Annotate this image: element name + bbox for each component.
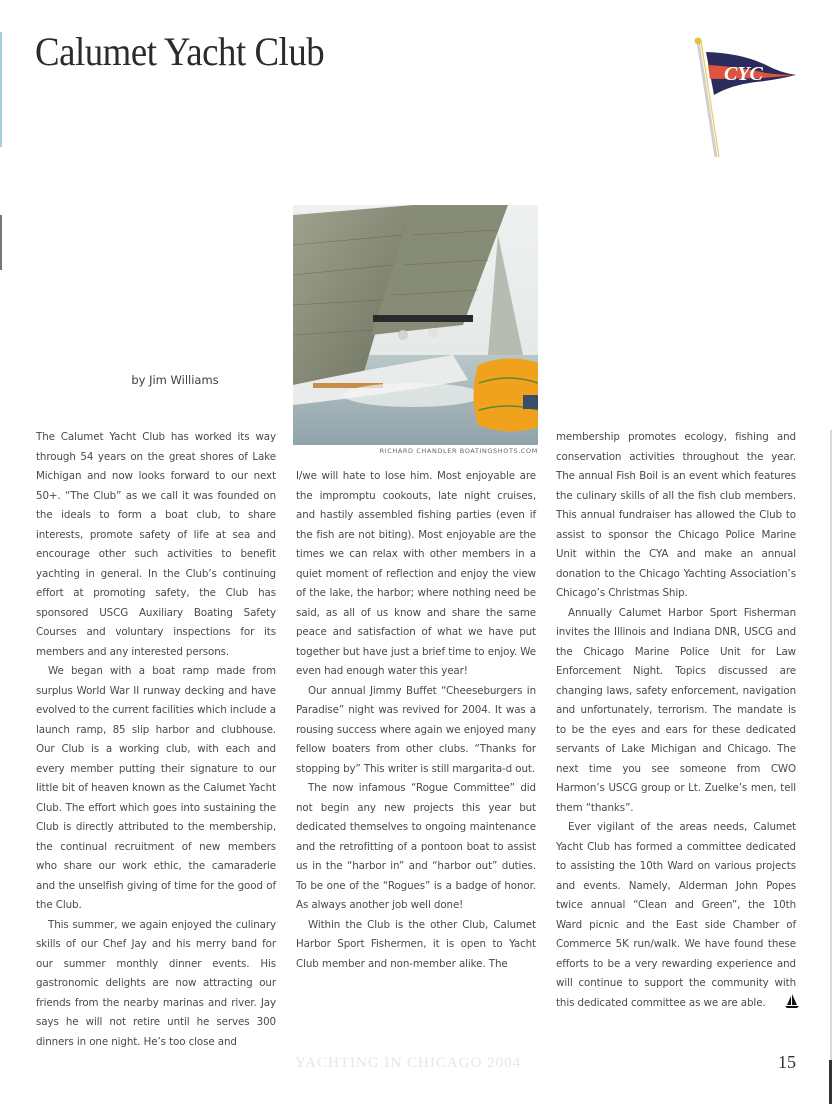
paragraph-text: Ever vigilant of the areas needs, Calumet Yacht Club has formed a committee dedicated to assisting the 10th Ward on various projects and events. Namely, Alderman John Popes twice annual “Clean and Green”, the 10th Ward picnic and the East side Chamber of Commerce 5K run/walk. We have found these efforts to be a very rewarding experience and will continue to support the community with this dedicated committee as we are able. [556, 821, 796, 1009]
paragraph [556, 818, 796, 1013]
svg-text:CYC: CYC [724, 63, 763, 85]
photo-credit: RICHARD CHANDLER BOATINGSHOTS.COM [379, 447, 538, 455]
article-column-2 [296, 467, 536, 974]
running-footer-title: YACHTING IN CHICAGO 2004 [295, 1055, 522, 1071]
paragraph: membership promotes ecology, fishing and conservation activities throughout the year. The annual Fish Boil is an event which features the culinary skills of all the fish club members. This annual fundraiser has allowed the Club to assist to sponsor the Chicago Police Marine Unit within the CYA and make an annual donation to the Chicago Yachting Association’s Chicago’s Christmas Ship. [556, 431, 796, 599]
page-edge-left [0, 32, 2, 147]
paragraph: Our annual Jimmy Buffet “Cheeseburgers in Paradise” night was revived for 2004. It was a rousing success where again we enjoyed many fellow boaters from other clubs. “Thanks for stopping by” This writer is still margarita-d out. [296, 684, 536, 775]
paragraph: Annually Calumet Harbor Sport Fisherman invites the Illinois and Indiana DNR, USCG and the Chicago Marine Police Unit for Law Enforcement Night. Topics discussed are changing laws, safety enforcement, navigation and unfortunately, terrorism. The mandate is to be the eyes and ears for these dedicated servants of Lake Michigan and Chicago. The next time you see someone from CWO Harmon’s USCG group or Lt. Zuelke’s men, tell them “thanks”. [556, 606, 796, 814]
paragraph: This summer, we again enjoyed the culinary skills of our Chef Jay and his merry band for our summer monthly dinner events. His gastronomic delights are now attracting our friends from the nearby marinas and river. Jay says he will not retire until he serves 300 dinners in one night. He’s too close and [36, 918, 276, 1048]
sailboat-race-photo [293, 205, 538, 445]
page-edge-left-shadow [0, 215, 2, 270]
paragraph: I/we will hate to lose him. Most enjoyable are the impromptu cookouts, late night cruises, and hastily assembled fishing parties (even if the fish are not biting). Most enjoyable are the times we can relax with other members in a quiet moment of reflection and enjoy the view of the lake, the harbor; where nothing need be said, as all of us know and share the same peace and satisfaction of what we have put together but have just a brief time to enjoy. We even had enough water this year! [296, 470, 536, 677]
paragraph: Within the Club is the other Club, Calumet Harbor Sport Fishermen, it is open to Yacht Club member and non-member alike. The [296, 918, 536, 970]
paragraph: We began with a boat ramp made from surplus World War II runway decking and have evolved to the current facilities which include a launch ramp, 85 slip harbor and clubhouse. Our Club is a working club, with each and every member putting their signature to our little bit of heaven known as the Calumet Yacht Club. The effort which goes into sustaining the Club is directly attributed to the membership, the continual recruitment of new members who share our work ethic, the camaraderie and the unselfish giving of time for the good of the Club. [36, 665, 276, 911]
article-column-3 [556, 428, 796, 1013]
sailboat-icon [772, 994, 788, 1008]
article-byline: by Jim Williams [131, 373, 219, 387]
page-title: Calumet Yacht Club [35, 29, 325, 74]
paragraph: The now infamous “Rogue Committee” did not begin any new projects this year but dedicated themselves to ongoing maintenance and the retrofitting of a pontoon boat to assist us in the “harbor in” and “harbor out” duties. To be one of the “Rogues” is a badge of honor. As always another job well done! [296, 782, 536, 911]
burgee-flag-icon [686, 35, 806, 160]
paragraph: The Calumet Yacht Club has worked its way through 54 years on the great shores of Lake Michigan and now looks forward to our next 50+. “The Club” as we call it was founded on the ideals to form a boat club, to share interests, promote safety of life at sea and encourage other such activities to benefit yachting in general. In the Club’s continuing effort at promoting safety, the Club has sponsored USCG Auxiliary Boating Safety Courses and voluntary inspections for its members and any interested persons. [36, 431, 276, 658]
page-number: 15 [778, 1052, 796, 1072]
article-column-1 [36, 428, 276, 1052]
